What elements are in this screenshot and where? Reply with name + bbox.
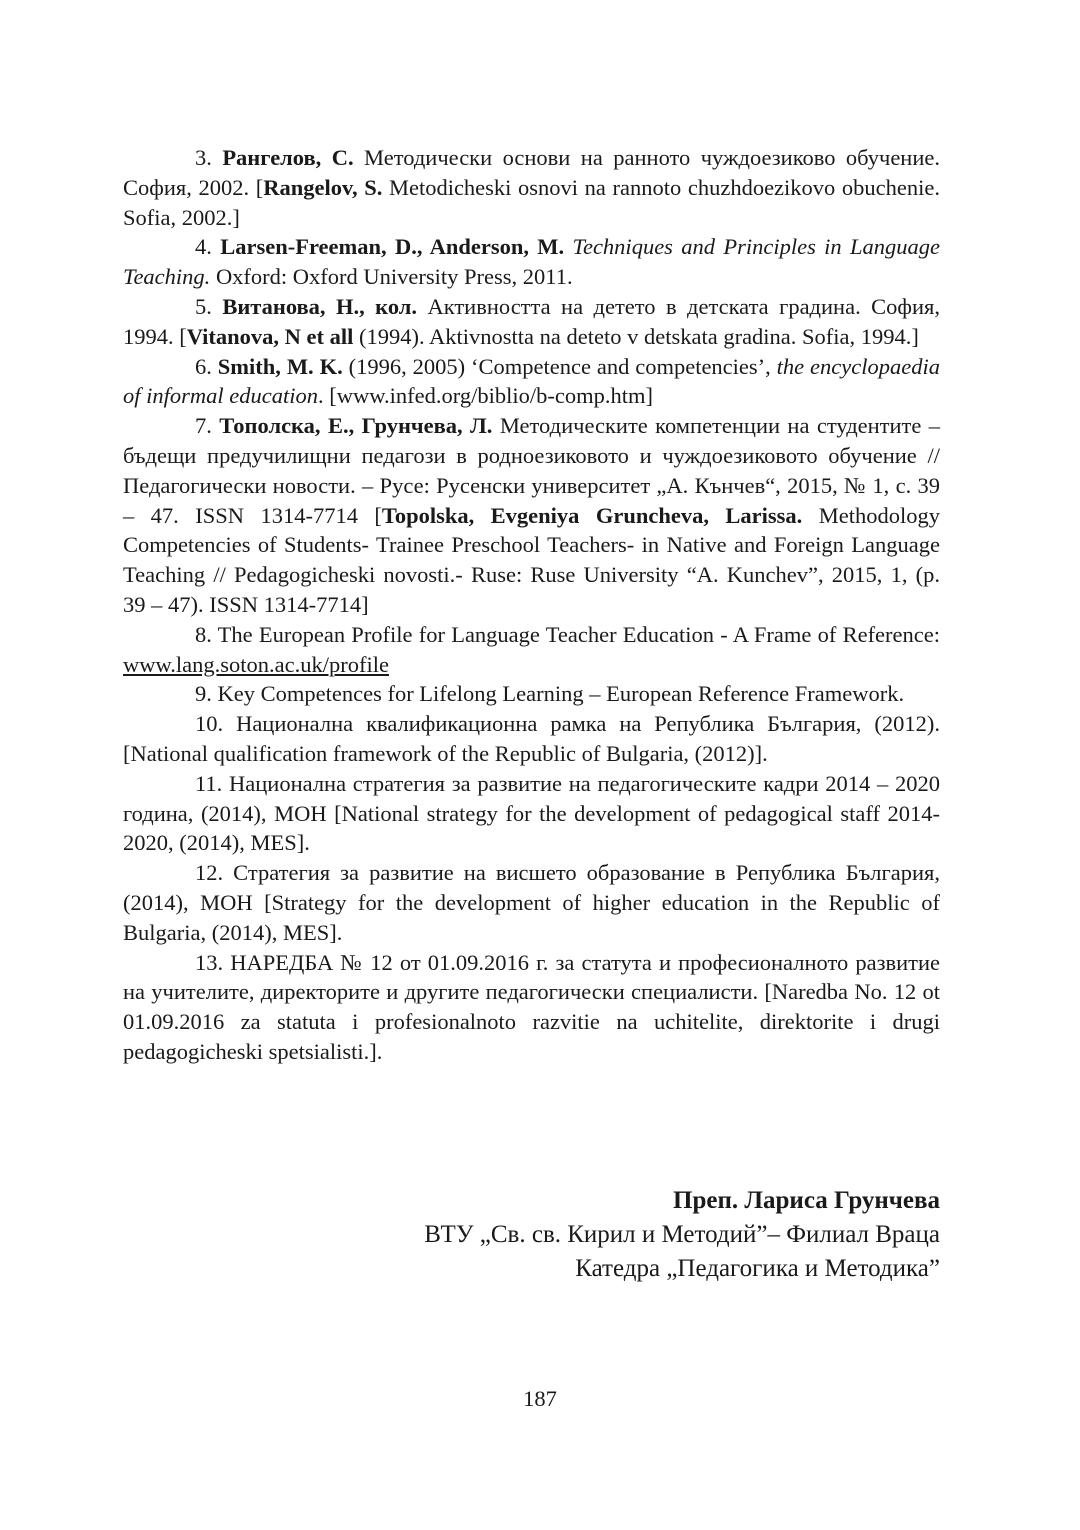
reference-text-run: Oxford: Oxford University Press, 2011. bbox=[210, 264, 573, 290]
reference-list bbox=[123, 143, 940, 1067]
reference-item bbox=[123, 679, 940, 709]
reference-item bbox=[123, 232, 940, 292]
reference-item bbox=[123, 709, 940, 769]
reference-text-run: Larsen-Freeman, D., Anderson, M. bbox=[220, 234, 565, 260]
reference-text-run: 5. bbox=[195, 293, 223, 319]
reference-text-run: the encyclopaedia of informal education bbox=[123, 353, 940, 409]
reference-text-run: 9. Key Competences for Lifelong Learning – European Reference Framework. bbox=[195, 681, 905, 707]
reference-item bbox=[123, 948, 940, 1067]
reference-item bbox=[123, 769, 940, 858]
page-number: 187 bbox=[523, 1386, 557, 1411]
reference-text-run: Metodicheski osnovi na rannoto chuzhdoezikovo obuchenie. Sofia, 2002.] bbox=[123, 174, 940, 230]
reference-text-run: Rangelov, S. bbox=[263, 174, 383, 200]
reference-text-run: Тополска, Е., Грунчева, Л. bbox=[219, 413, 493, 439]
reference-text-run: (1996, 2005) ‘Competence and competencies’, bbox=[342, 353, 777, 379]
reference-text-run: Topolska, Evgeniya Gruncheva, Larissa. bbox=[381, 502, 803, 528]
reference-text-run: 11. Национална стратегия за развитие на педагогическите кадри 2014 – 2020 година, (2014), МОН [National strategy for the development of pedagogical staff 2014-2020, (2014), MES]. bbox=[123, 770, 940, 856]
reference-item bbox=[123, 858, 940, 947]
reference-item bbox=[123, 292, 940, 352]
author-institution: ВТУ „Св. св. Кирил и Методий”– Филиал Враца bbox=[424, 1221, 940, 1248]
reference-text-run: Рангелов, С. bbox=[222, 145, 354, 170]
reference-text-run: Витанова, Н., кол. bbox=[222, 293, 418, 319]
reference-text-run: 13. НАРЕДБА № 12 от 01.09.2016 г. за статута и професионалното развитие на учителите, директорите и другите педагогически специалисти. [Naredba No. 12 ot 01.09.2016 za statuta i profesionalnoto razvitie na uchitelite, direktorite i drugi pedagogicheski spetsialisti.]. bbox=[123, 949, 940, 1064]
reference-text-run: 4. bbox=[195, 234, 221, 260]
reference-text-run: . [www.infed.org/biblio/b-comp.htm] bbox=[318, 383, 653, 409]
reference-text-run: 7. bbox=[195, 413, 220, 439]
reference-text-run: Активността на детето в детската градина. София, 1994. [ bbox=[123, 293, 940, 349]
reference-text-run: 3. bbox=[195, 145, 223, 170]
reference-item bbox=[123, 143, 940, 232]
reference-text-run: Vitanova, N et all bbox=[186, 323, 354, 349]
reference-text-run: 8. The European Profile for Language Teacher Education - A Frame of Reference: bbox=[195, 621, 940, 647]
reference-text-run: 6. bbox=[195, 353, 218, 379]
reference-text-run: Methodology Competencies of Students- Trainee Preschool Teachers- in Native and Foreign Language Teaching // Pedagogicheski novosti.- Ruse: Ruse University “A. Kunchev”, 2015, 1, (p. 39 – 47). ISSN 1314-7714] bbox=[123, 502, 940, 617]
reference-text-run: Методически основи на ранното чуждоезиково обучение. София, 2002. [ bbox=[123, 145, 940, 200]
author-block bbox=[240, 1184, 940, 1286]
reference-text-run bbox=[564, 234, 572, 259]
reference-text-run: 12. Стратегия за развитие на висшето образование в Република България, (2014), МОН [Strategy for the development of higher education in the Republic of Bulgaria, (2014), MES]. bbox=[123, 860, 940, 945]
reference-text-run: Методическите компетенции на студентите – бъдещи предучилищни педагози в родноезиковото и чуждоезиковото обучение // Педагогически новости. – Русе: Русенски университет „А. Кънчев“, 2015, № 1, с. 39 – 47. ISSN 1314-7714 [ bbox=[123, 413, 941, 528]
author-name: Преп. Лариса Грунчева bbox=[673, 1187, 940, 1214]
reference-item bbox=[123, 411, 940, 620]
reference-text-run: 10. Национална квалификационна рамка на Република България, (2012). [National qualification framework of the Republic of Bulgaria, (2012)]. bbox=[123, 711, 940, 766]
reference-item bbox=[123, 620, 940, 680]
reference-text-run: Techniques and Principles in Language Teaching. bbox=[123, 234, 941, 290]
reference-item bbox=[123, 352, 940, 412]
reference-link-text: www.lang.soton.ac.uk/profile bbox=[123, 651, 389, 677]
author-department: Катедра „Педагогика и Методика” bbox=[575, 1255, 940, 1282]
reference-text-run: (1994). Aktivnostta na deteto v detskata gradina. Sofia, 1994.] bbox=[353, 323, 919, 349]
reference-text-run: Smith, M. K. bbox=[217, 353, 343, 379]
